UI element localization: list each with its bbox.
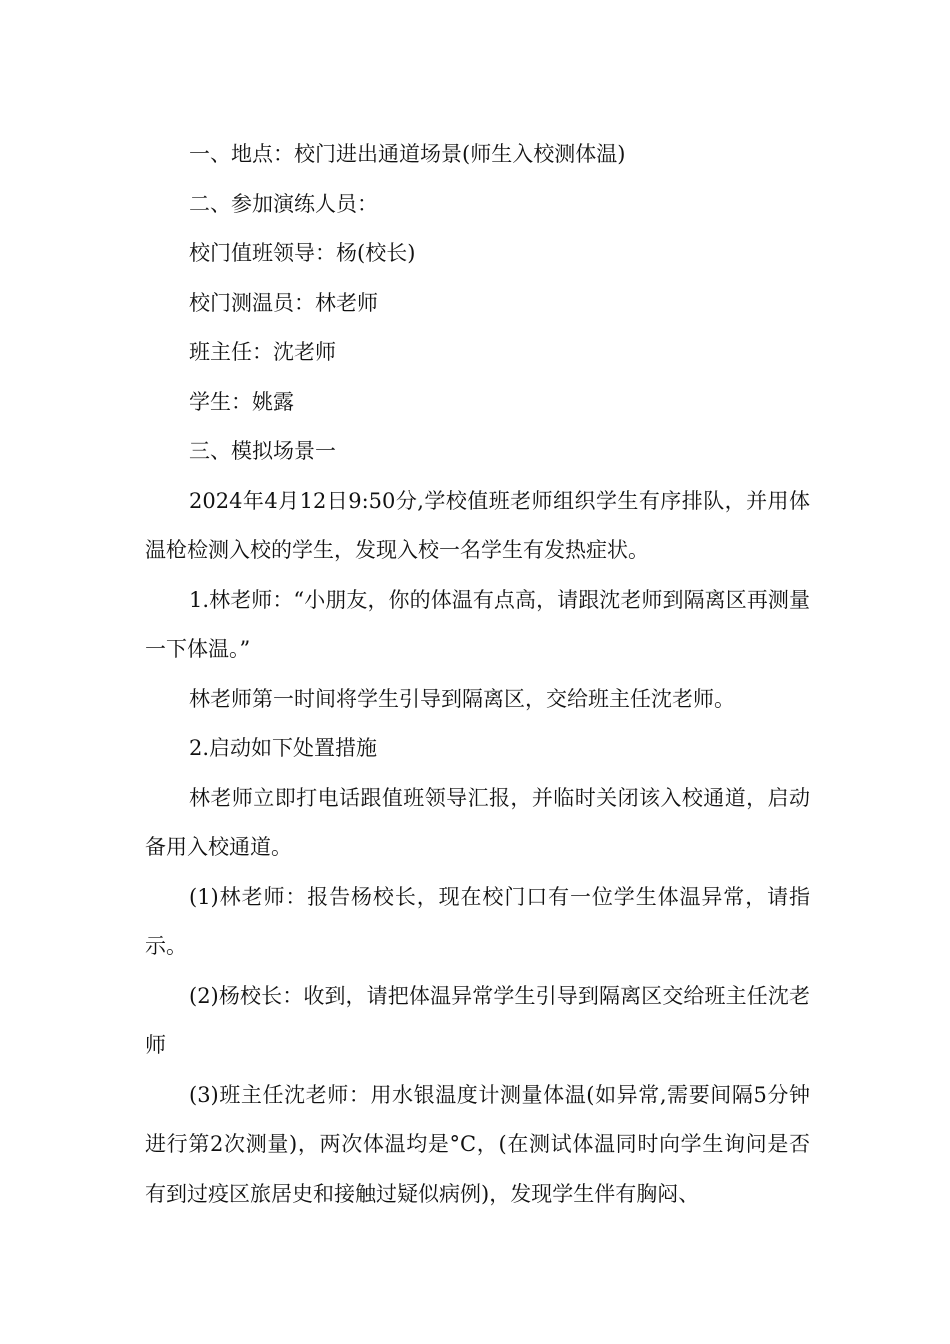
participant-duty-leader: 校门值班领导：杨(校长): [189, 241, 416, 265]
step-one-dialogue: 1.林老师：“小朋友，你的体温有点高，请跟沈老师到隔离区再测量一下体温。”: [145, 587, 810, 661]
step-two-heading: 2.启动如下处置措施: [189, 736, 378, 760]
section-heading-scenario-one: 三、模拟场景一: [189, 439, 336, 463]
step-one-action: 林老师第一时间将学生引导到隔离区，交给班主任沈老师。: [189, 686, 735, 711]
step-two-action: 林老师立即打电话跟值班领导汇报，并临时关闭该入校通道，启动备用入校通道。: [145, 785, 810, 859]
section-heading-location: 一、地点：校门进出通道场景(师生入校测体温): [189, 142, 626, 166]
document-body: [145, 130, 810, 1219]
measure-report: (1)林老师：报告杨校长，现在校门口有一位学生体温异常，请指示。: [145, 884, 810, 958]
participant-student: 学生：姚露: [189, 389, 294, 414]
scenario-description: 2024年4月12日9:50分,学校值班老师组织学生有序排队，并用体温枪检测入校的学生，发现入校一名学生有发热症状。: [145, 488, 810, 562]
measure-reply: (2)杨校长：收到，请把体温异常学生引导到隔离区交给班主任沈老师: [145, 983, 810, 1057]
section-heading-participants: 二、参加演练人员：: [189, 191, 378, 216]
participant-temperature-checker: 校门测温员：林老师: [189, 290, 378, 315]
measure-check: (3)班主任沈老师：用水银温度计测量体温(如异常,需要间隔5分钟进行第2次测量)，两次体温均是°C，(在测试体温同时向学生询问是否有到过疫区旅居史和接触过疑似病例)，发现学生伴有胸闷、: [145, 1082, 810, 1206]
participant-class-teacher: 班主任：沈老师: [189, 340, 336, 364]
